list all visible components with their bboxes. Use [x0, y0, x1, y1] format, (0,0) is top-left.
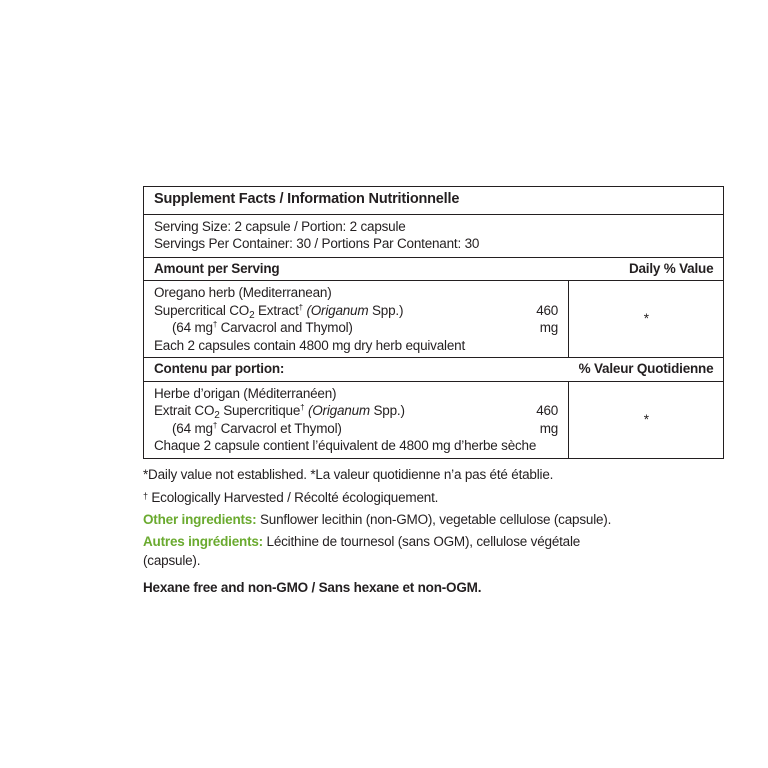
dv-header-fr: % Valeur Quotidienne — [569, 358, 724, 382]
ingredient-dv-en: * — [569, 281, 724, 358]
dagger-note: † Ecologically Harvested / Récolté écologiquement. — [143, 489, 439, 505]
ingredient-desc-en — [144, 281, 537, 358]
ingredient-row-en — [144, 281, 724, 358]
ingredient-dv-fr: * — [569, 381, 724, 458]
serving-row — [144, 214, 724, 257]
other-ingredients-label: Other ingredients: — [143, 511, 257, 527]
daily-value-note: *Daily value not established. *La valeur quotidienne n’a pas été établie. — [143, 466, 554, 482]
amount-header-fr: Contenu par portion: — [144, 358, 569, 382]
hexane-free-statement: Hexane free and non-GMO / Sans hexane et non-OGM. — [143, 579, 482, 595]
dv-header-en: Daily % Value — [569, 257, 724, 281]
ingredient-desc-fr — [144, 381, 537, 458]
serving-size: Serving Size: 2 capsule / Portion: 2 capsule — [154, 218, 406, 234]
label-title: Supplement Facts / Information Nutritionnelle — [144, 187, 724, 215]
amount-header-en: Amount per Serving — [144, 257, 569, 281]
autres-ingredients-label: Autres ingrédients: — [143, 533, 263, 549]
ingredient-line3-fr: (64 mg† Carvacrol et Thymol) — [172, 420, 342, 436]
amount-header-row-en — [144, 257, 724, 281]
ingredient-line2-en: Supercritical $CO_2$ Extract† (Origanum Spp.) — [154, 302, 404, 321]
ingredient-line3-en: (64 mg† Carvacrol and Thymol) — [172, 320, 353, 335]
amount-header-row-fr — [144, 358, 724, 382]
ingredient-amount-en: 460 mg — [536, 281, 568, 358]
ingredient-line4-fr: Chaque 2 capsule contient l’équivalent de 4800 mg d’herbe sèche — [154, 438, 537, 453]
title-row — [144, 187, 724, 215]
servings-per-container: Servings Per Container: 30 / Portions Par Contenant: 30 — [154, 236, 480, 251]
autres-ingredients-text: Lécithine de tournesol (sans OGM), cellulose végétale (capsule). — [143, 533, 581, 568]
ingredient-line1-en: Oregano herb (Mediterranean) — [154, 285, 332, 300]
other-ingredients-text: Sunflower lecithin (non-GMO), vegetable cellulose (capsule). — [256, 511, 612, 527]
other-ingredients — [143, 510, 625, 529]
ingredient-amount-fr: 460 mg — [536, 403, 559, 436]
supplement-facts-label — [143, 186, 714, 600]
ingredient-line1-fr: Herbe d’origan (Méditerranéen) — [154, 385, 337, 401]
ingredient-row-fr — [144, 381, 724, 458]
label-notes — [143, 465, 625, 597]
autres-ingredients — [143, 532, 625, 570]
supplement-facts-table — [143, 186, 724, 459]
ingredient-line4-en: Each 2 capsules contain 4800 mg dry herb equivalent — [154, 337, 466, 353]
ingredient-line2-fr: Extrait $CO_2$ Supercritique† (Origanum Spp.) — [154, 403, 405, 421]
dagger-symbol: † — [143, 490, 148, 501]
